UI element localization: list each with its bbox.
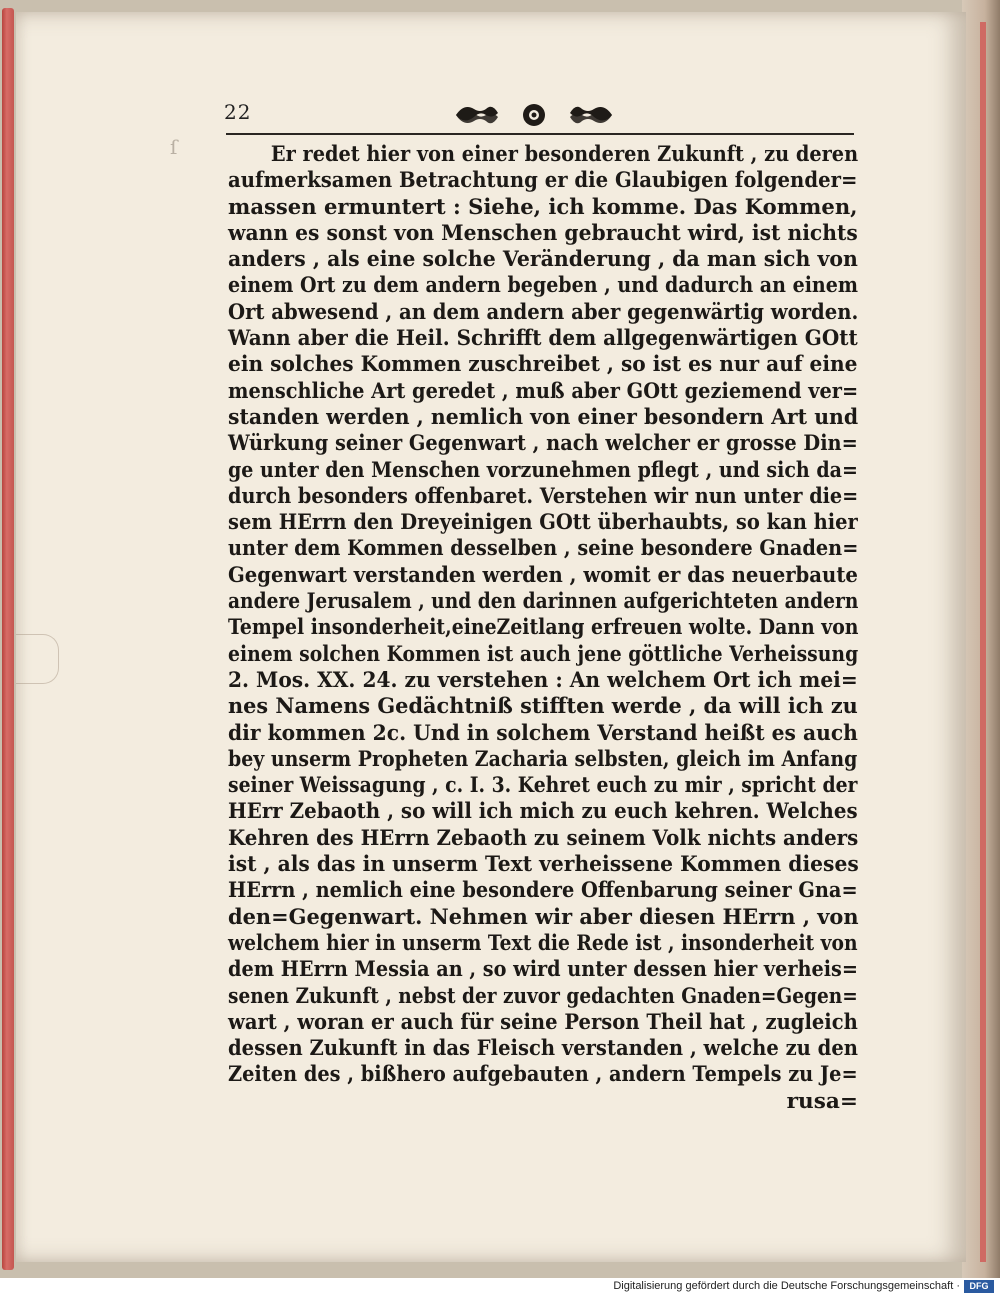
text-line: anders , als eine solche Veränderung , da man sich von — [228, 247, 858, 273]
text-line: einem solchen Kommen ist auch jene göttliche Verheissung — [228, 641, 859, 667]
text-line: HErrn , nemlich eine besondere Offenbarung seiner Gna= — [228, 878, 858, 904]
text-line: ist , als das in unserm Text verheissene Kommen dieses — [228, 852, 859, 878]
text-line: Zeiten des , bißhero aufgebauten , andern Tempels zu Je= — [228, 1062, 858, 1088]
footer-credit: Digitalisierung gefördert durch die Deutsche Forschungsgemeinschaft · — [613, 1280, 960, 1292]
text-line: dessen Zukunft in das Fleisch verstanden , welche zu den — [228, 1036, 858, 1062]
text-line: standen werden , nemlich von einer besondern Art und — [228, 404, 859, 430]
text-line: Gegenwart verstanden werden , womit er das neuerbaute — [228, 562, 858, 588]
text-line: Er redet hier von einer besonderen Zukunft , zu deren — [270, 142, 859, 167]
dfg-logo[interactable]: DFG — [964, 1280, 994, 1293]
header-rule — [226, 133, 854, 135]
text-line: ge unter den Menschen vorzunehmen pflegt , und sich da= — [228, 457, 858, 483]
text-line: seiner Weissagung , c. I. 3. Kehret euch zu mir , spricht der — [228, 773, 858, 799]
text-line: menschliche Art geredet , muß aber GOtt geziemend ver= — [228, 378, 859, 404]
text-line: nes Namens Gedächtniß stifften werde , da will ich zu — [228, 694, 858, 720]
text-line: aufmerksamen Betrachtung er die Glaubigen folgender= — [228, 168, 858, 194]
text-line: andere Jerusalem , und den darinnen aufgerichteten andern — [228, 589, 859, 615]
page-number: 22 — [224, 100, 252, 124]
text-line: wart , woran er auch für seine Person Theil hat , zugleich — [228, 1009, 858, 1035]
margin-mark: ſ — [170, 135, 178, 159]
text-line: dem HErrn Messia an , so wird unter dessen hier verheis= — [228, 957, 858, 983]
text-line: Wann aber die Heil. Schrifft dem allgegenwärtigen GOtt — [228, 326, 858, 352]
text-line: wann es sonst von Menschen gebraucht wird, ist nichts — [228, 220, 858, 246]
text-line: bey unserm Propheten Zacharia selbsten, gleich im Anfang — [228, 746, 858, 772]
text-line: Kehren des HErrn Zebaoth zu seinem Volk nichts anders — [228, 825, 859, 851]
book-cover-right-edge — [980, 22, 986, 1262]
book-red-edge — [2, 8, 14, 1270]
text-line: unter dem Kommen desselben , seine besondere Gnaden= — [228, 536, 859, 562]
body-text — [228, 142, 858, 1115]
text-line: Würkung seiner Gegenwart , nach welcher er grosse Din= — [228, 431, 858, 457]
text-line: durch besonders offenbaret. Verstehen wir nun unter die= — [228, 483, 859, 509]
text-line: ein solches Kommen zuschreibet , so ist es nur auf eine — [228, 352, 858, 378]
text-line: Tempel insonderheit,eineZeitlang erfreuen wolte. Dann von — [228, 615, 859, 641]
text-line: HErr Zebaoth , so will ich mich zu euch kehren. Welches — [228, 799, 858, 825]
text-line: 2. Mos. XX. 24. zu verstehen : An welchem Ort ich mei= — [228, 667, 858, 693]
text-line: massen ermuntert : Siehe, ich komme. Das Kommen, — [228, 194, 858, 220]
text-line: den=Gegenwart. Nehmen wir aber diesen HErrn , von — [228, 904, 859, 930]
page-tab-mark — [16, 634, 59, 684]
footer-bar — [0, 1278, 1000, 1295]
text-line: senen Zukunft , nebst der zuvor gedachten Gnaden=Gegen= — [228, 983, 858, 1009]
text-line: sem HErrn den Dreyeinigen GOtt überhaubts, so kan hier — [228, 510, 858, 536]
ornament-icon — [454, 100, 614, 130]
text-line: welchem hier in unserm Text die Rede ist , insonderheit von — [228, 930, 858, 956]
text-line: dir kommen 2c. Und in solchem Verstand heißt es auch — [228, 720, 858, 746]
text-line: rusa= — [786, 1088, 858, 1114]
text-line: Ort abwesend , an dem andern aber gegenwärtig worden. — [228, 299, 859, 325]
text-line: einem Ort zu dem andern begeben , und dadurch an einem — [228, 273, 858, 299]
